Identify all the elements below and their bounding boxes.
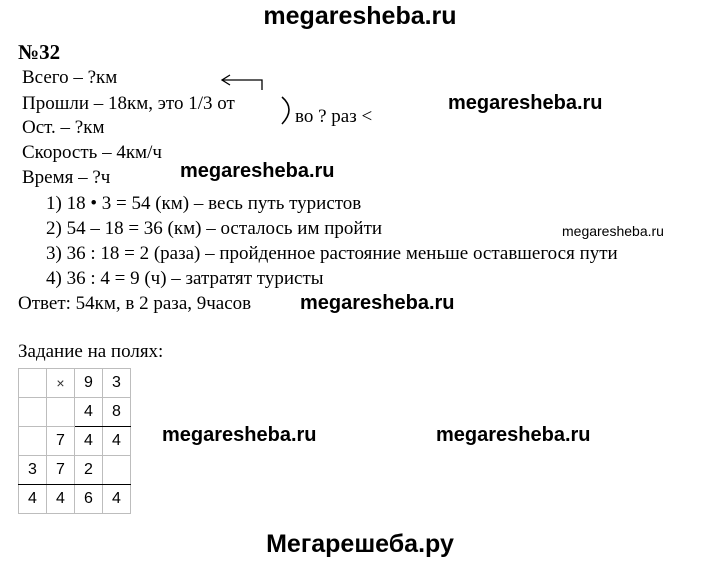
grid-cell <box>19 369 47 398</box>
grid-cell: 7 <box>47 456 75 485</box>
grid-row-4 <box>19 456 131 485</box>
grid-cell: 4 <box>103 427 131 456</box>
grid-cell: 4 <box>103 485 131 514</box>
given-walked: Прошли – 18км, это 1/3 от <box>22 93 235 114</box>
grid-row-5 <box>19 485 131 514</box>
watermark-right-small: megaresheba.ru <box>562 223 664 239</box>
given-total: Всего – ?км <box>22 67 118 88</box>
watermark-bottom: Мегарешеба.ру <box>266 530 454 558</box>
step-4: 4) 36 : 4 = 9 (ч) – затратят туристы <box>46 268 324 289</box>
watermark-answer: megaresheba.ru <box>300 292 455 314</box>
step-1: 1) 18 • 3 = 54 (км) – весь путь туристов <box>46 193 362 214</box>
step-3: 3) 36 : 18 = 2 (раза) – пройденное растояние меньше оставшегося пути <box>46 243 618 264</box>
grid-cell: 2 <box>75 456 103 485</box>
grid-cell <box>19 398 47 427</box>
given-speed: Скорость – 4км/ч <box>22 142 162 163</box>
grid-row-2 <box>19 398 131 427</box>
grid-cell: 7 <box>47 427 75 456</box>
watermark-right-1: megaresheba.ru <box>448 92 603 114</box>
grid-cell: 9 <box>75 369 103 398</box>
step-2: 2) 54 – 18 = 36 (км) – осталось им пройти <box>46 218 383 239</box>
left-arrow-icon <box>222 75 262 90</box>
grid-cell: 4 <box>75 427 103 456</box>
watermark-mid-1: megaresheba.ru <box>180 160 335 182</box>
grid-cell: 4 <box>75 398 103 427</box>
grid-cell: 8 <box>103 398 131 427</box>
watermark-grid-left: megaresheba.ru <box>162 424 317 446</box>
grid-cell <box>103 456 131 485</box>
grid-cell: 4 <box>19 485 47 514</box>
grid-cell: 4 <box>47 485 75 514</box>
margin-task-title: Задание на полях: <box>18 341 164 362</box>
comparison-label: во ? раз < <box>295 106 373 127</box>
multiply-sign-icon: × <box>47 369 75 398</box>
problem-number: №32 <box>18 40 61 64</box>
multiplication-grid <box>18 368 131 514</box>
grid-cell: 3 <box>19 456 47 485</box>
grid-cell: 3 <box>103 369 131 398</box>
grid-row-1 <box>19 369 131 398</box>
grid-row-3 <box>19 427 131 456</box>
watermark-grid-right: megaresheba.ru <box>436 424 591 446</box>
brace-icon <box>282 97 289 124</box>
grid-cell <box>19 427 47 456</box>
answer-text: Ответ: 54км, в 2 раза, 9часов <box>18 293 252 314</box>
grid-cell: 6 <box>75 485 103 514</box>
watermark-top: megaresheba.ru <box>263 2 457 30</box>
given-time: Время – ?ч <box>22 167 111 188</box>
given-remaining: Ост. – ?км <box>22 117 105 138</box>
grid-cell <box>47 398 75 427</box>
